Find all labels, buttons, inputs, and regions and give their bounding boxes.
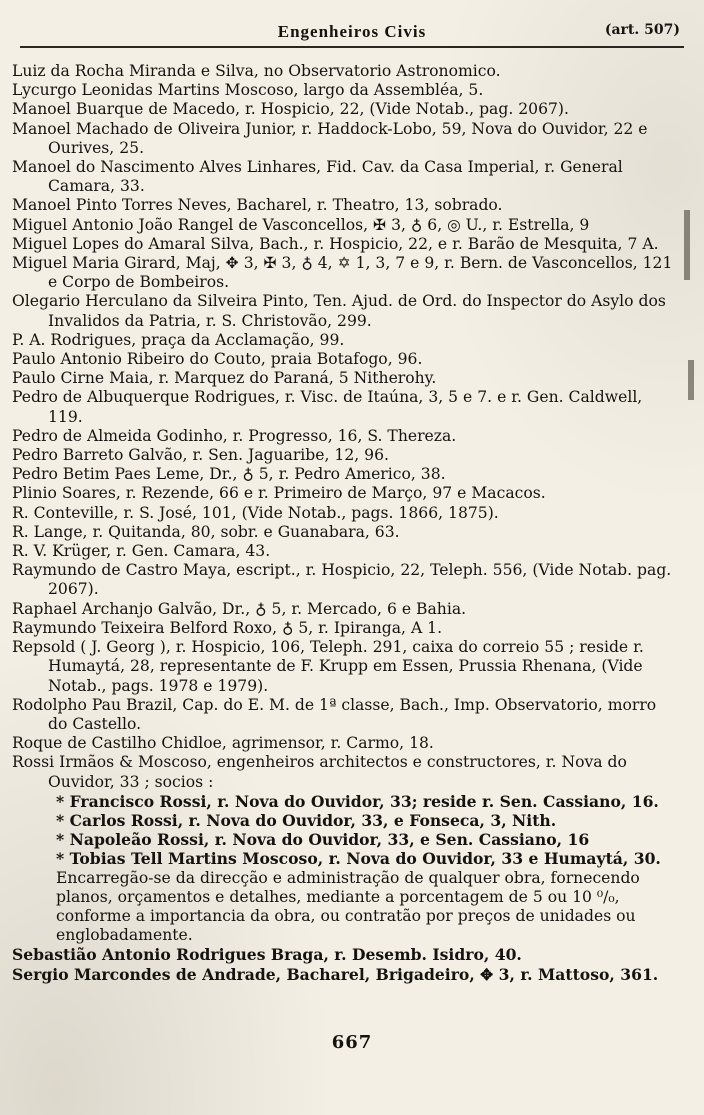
entry: Rossi Irmãos & Moscoso, engenheiros architectos e constructores, r. Nova do Ouvidor, 33 ; socios :	[12, 753, 627, 791]
partners-note: Encarregão-se da direcção e administração de qualquer obra, fornecendo planos, orçamentos e detalhes, mediante a porcentagem de 5 ou 10 ⁰/₀, conforme a importancia da obra, ou contratão por preços de unidades ou englobadamente.	[56, 868, 640, 945]
entry: Pedro de Almeida Godinho, r. Progresso, 16, S. Thereza.	[12, 426, 457, 445]
scan-margin-mark	[684, 210, 690, 280]
entry: Plinio Soares, r. Rezende, 66 e r. Primeiro de Março, 97 e Macacos.	[12, 484, 546, 503]
entry: Miguel Maria Girard, Maj, ✥ 3, ✠ 3, ♁ 4, ✡ 1, 3, 7 e 9, r. Bern. de Vasconcellos, 121 e Corpo de Bombeiros.	[12, 254, 673, 292]
partner-entry: * Carlos Rossi, r. Nova do Ouvidor, 33, e Fonseca, 3, Nith.	[56, 810, 557, 830]
header-ref: (art. 507)	[604, 22, 680, 38]
entry: Manoel Pinto Torres Neves, Bacharel, r. Theatro, 13, sobrado.	[12, 196, 503, 215]
entry: P. A. Rodrigues, praça da Acclamação, 99.	[12, 330, 345, 349]
entry: Pedro de Albuquerque Rodrigues, r. Visc. de Itaúna, 3, 5 e 7. e r. Gen. Caldwell, 119.	[12, 388, 643, 426]
entry: Raymundo Teixeira Belford Roxo, ♁ 5, r. Ipiranga, A 1.	[12, 618, 443, 637]
entry: Sebastião Antonio Rodrigues Braga, r. Desemb. Isidro, 40.	[12, 945, 522, 965]
entry: Lycurgo Leonidas Martins Moscoso, largo da Assembléa, 5.	[12, 81, 484, 100]
page-number: 667	[331, 1032, 373, 1053]
entry: R. Lange, r. Quitanda, 80, sobr. e Guanabara, 63.	[12, 522, 400, 541]
directory-entries	[8, 62, 674, 984]
entry: Manoel do Nascimento Alves Linhares, Fid. Cav. da Casa Imperial, r. General Camara, 33.	[12, 158, 623, 196]
running-header	[20, 18, 684, 48]
scan-margin-mark	[688, 360, 694, 400]
entry: Manoel Buarque de Macedo, r. Hospicio, 22, (Vide Notab., pag. 2067).	[12, 100, 569, 119]
entry: Rodolpho Pau Brazil, Cap. do E. M. de 1ª classe, Bach., Imp. Observatorio, morro do Castello.	[12, 695, 657, 733]
entry: Paulo Antonio Ribeiro do Couto, praia Botafogo, 96.	[12, 350, 423, 369]
entry: R. Conteville, r. S. José, 101, (Vide Notab., pags. 1866, 1875).	[12, 503, 499, 522]
header-title: Engenheiros Civis	[277, 22, 427, 41]
entry: Miguel Antonio João Rangel de Vasconcellos, ✠ 3, ♁ 6, ◎ U., r. Estrella, 9	[12, 215, 590, 234]
entry: Olegario Herculano da Silveira Pinto, Ten. Ajud. de Ord. do Inspector do Asylo dos Invalidos da Patria, r. S. Christovão, 299.	[12, 292, 666, 330]
entry: Luiz da Rocha Miranda e Silva, no Observatorio Astronomico.	[12, 62, 501, 80]
entry: Pedro Betim Paes Leme, Dr., ♁ 5, r. Pedro Americo, 38.	[12, 465, 446, 484]
entry: Manoel Machado de Oliveira Junior, r. Haddock-Lobo, 59, Nova do Ouvidor, 22 e Ourives, 25.	[12, 119, 648, 157]
partner-entry: * Francisco Rossi, r. Nova do Ouvidor, 33; reside r. Sen. Cassiano, 16.	[56, 791, 659, 811]
entry: R. V. Krüger, r. Gen. Camara, 43.	[12, 542, 271, 561]
partner-entry: * Tobias Tell Martins Moscoso, r. Nova do Ouvidor, 33 e Humaytá, 30.	[56, 849, 661, 869]
partner-entry: * Napoleão Rossi, r. Nova do Ouvidor, 33, e Sen. Cassiano, 16	[56, 830, 590, 850]
entry: Repsold ( J. Georg ), r. Hospicio, 106, Teleph. 291, caixa do correio 55 ; reside r. Humaytá, 28, representante de F. Krupp em Essen, Prussia Rhenana, (Vide Notab., pags. 1978 e 1979).	[12, 638, 644, 695]
entry: Sergio Marcondes de Andrade, Bacharel, Brigadeiro, ✥ 3, r. Mattoso, 361.	[12, 964, 659, 984]
entry: Pedro Barreto Galvão, r. Sen. Jaguaribe, 12, 96.	[12, 446, 389, 465]
entry: Paulo Cirne Maia, r. Marquez do Paraná, 5 Nitherohy.	[12, 369, 437, 388]
entry: Raymundo de Castro Maya, escript., r. Hospicio, 22, Teleph. 556, (Vide Notab. pag. 2067).	[12, 561, 672, 599]
entry: Raphael Archanjo Galvão, Dr., ♁ 5, r. Mercado, 6 e Bahia.	[12, 599, 467, 618]
entry: Miguel Lopes do Amaral Silva, Bach., r. Hospicio, 22, e r. Barão de Mesquita, 7 A.	[12, 234, 659, 253]
entry: Roque de Castilho Chidloe, agrimensor, r. Carmo, 18.	[12, 734, 434, 753]
